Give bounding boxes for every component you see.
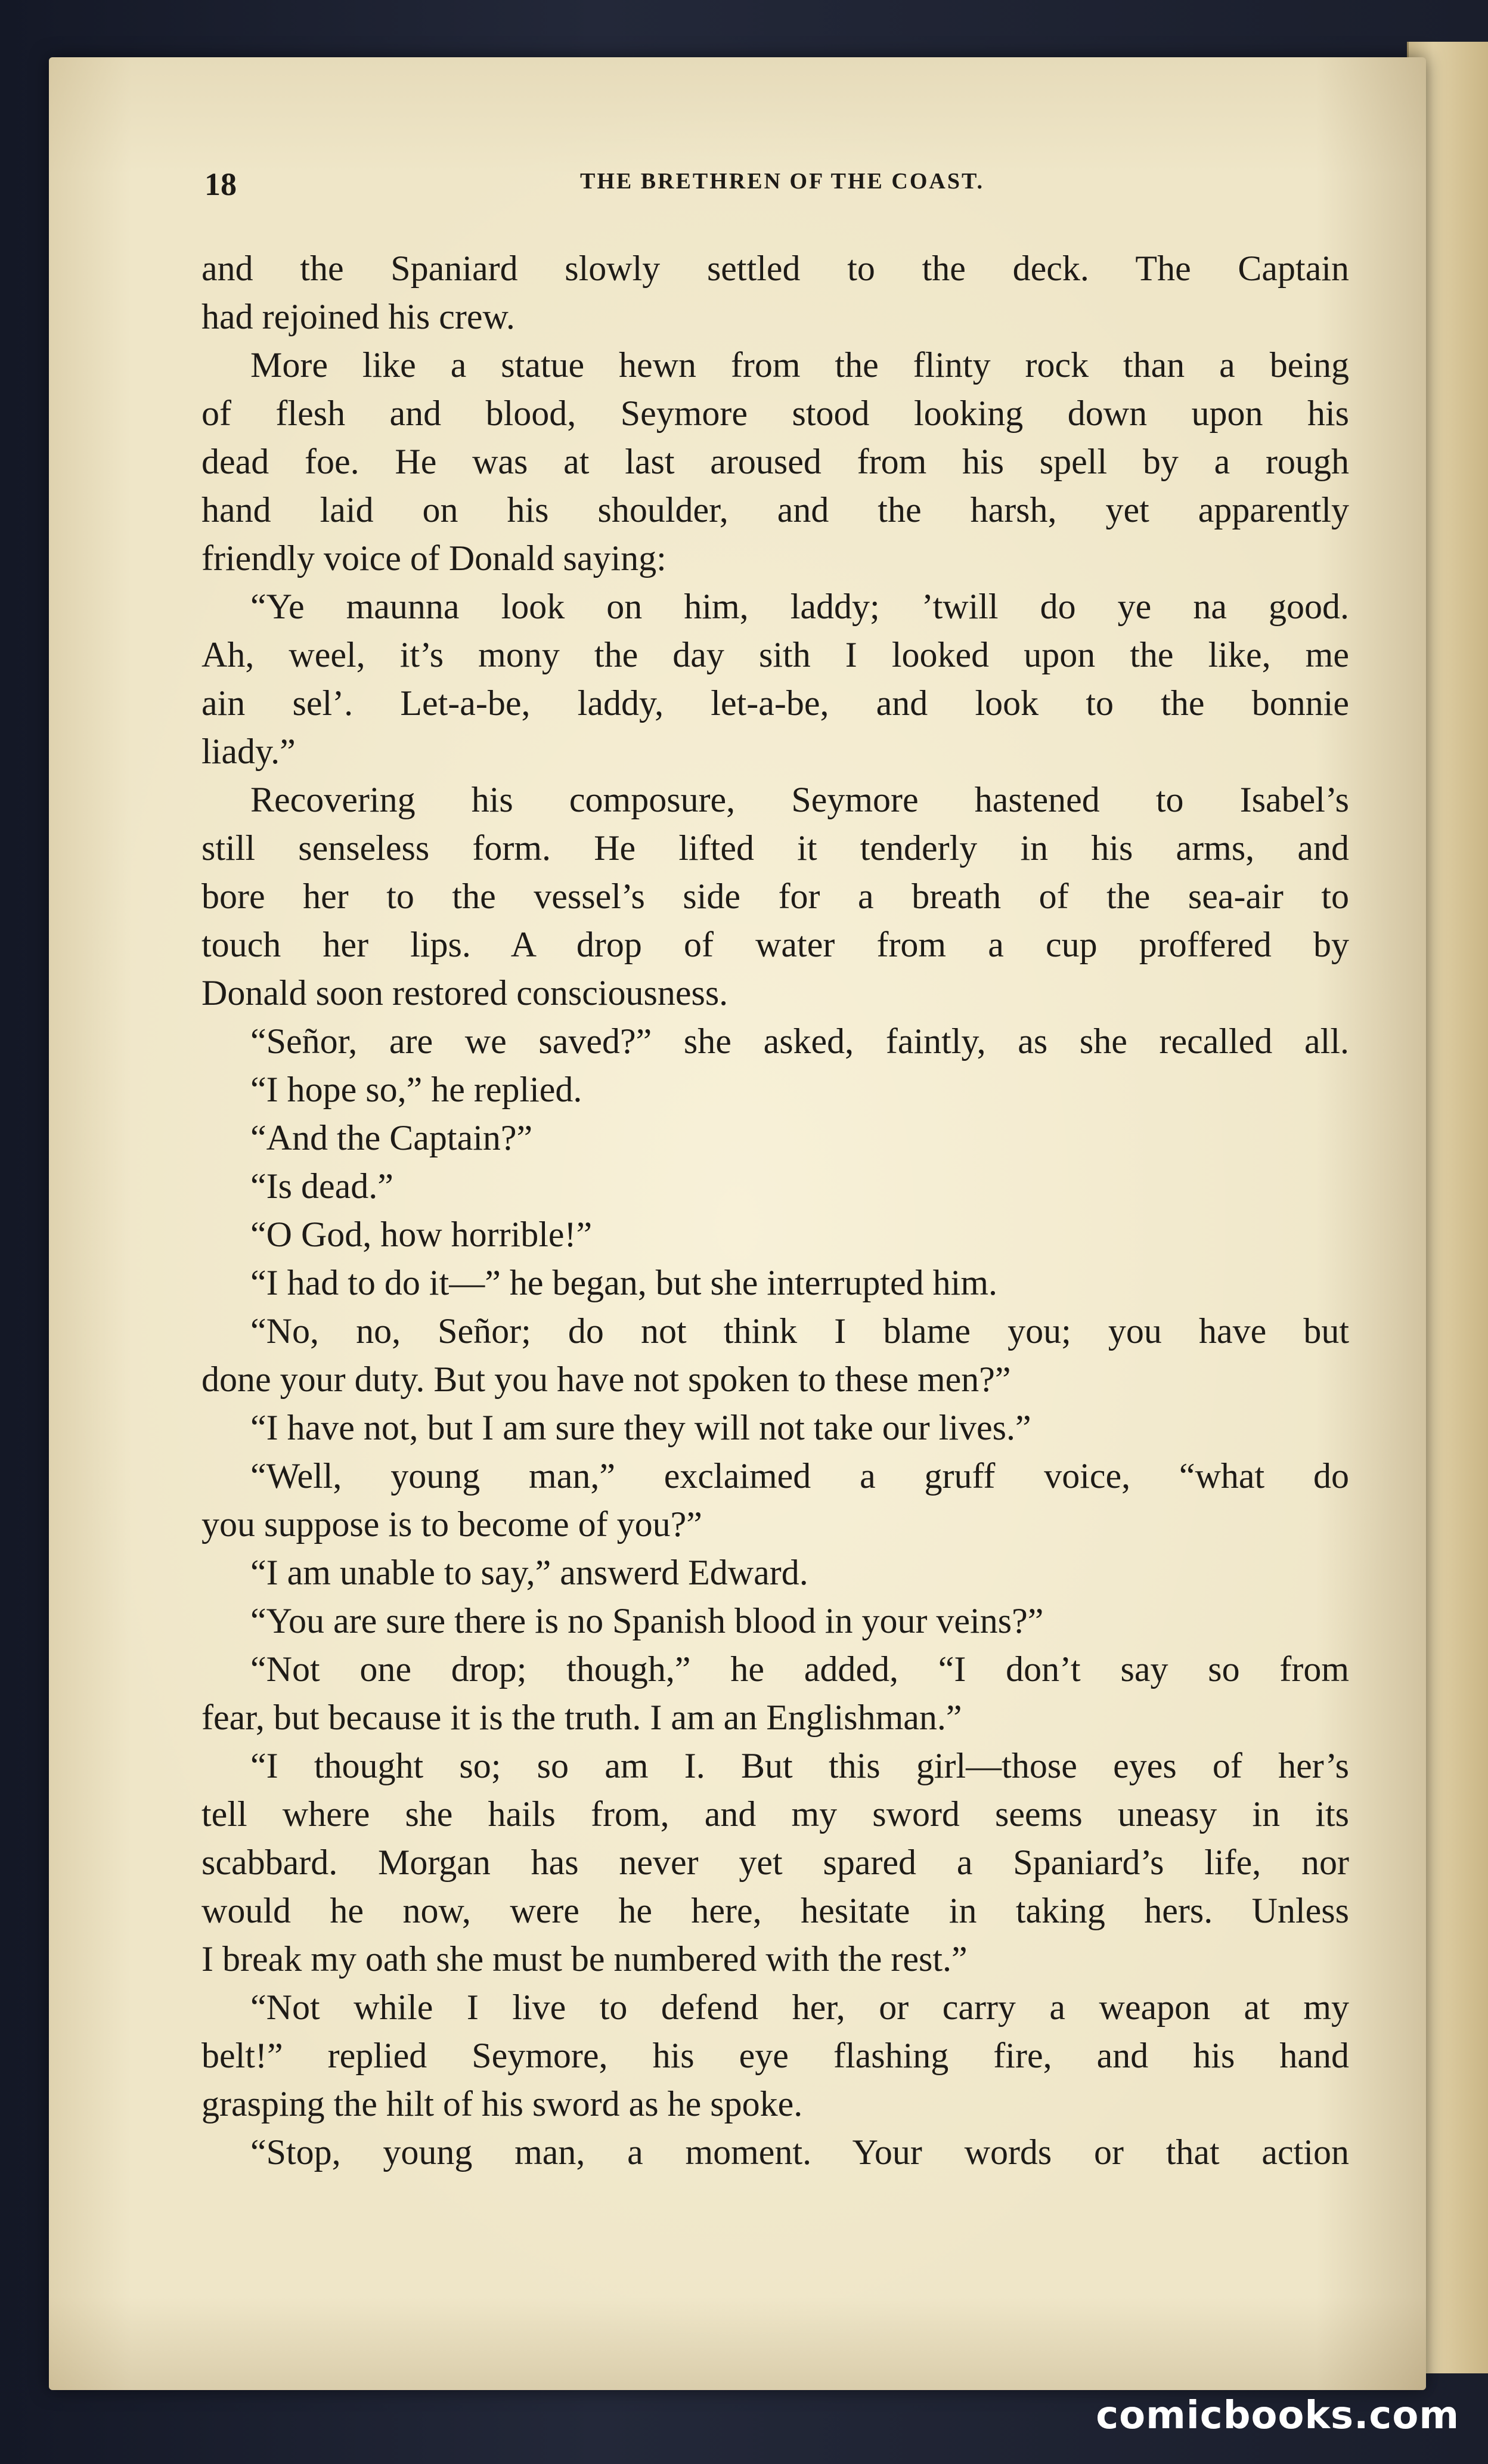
text-line: liady.” [202,732,296,771]
text-line: “Señor, are we saved?” she asked, faintly, as she recalled all. [250,1021,1349,1061]
text-line: done your duty. But you have not spoken to these men?” [202,1360,1011,1399]
text-line: “I have not, but I am sure they will not take our lives.” [250,1408,1031,1447]
text-line: “No, no, Señor; do not think I blame you; you have but [250,1311,1349,1351]
text-line: of flesh and blood, Seymore stood looking down upon his [202,394,1349,433]
text-line: “Stop, young man, a moment. Your words or that action [250,2132,1349,2172]
text-line: fear, but because it is the truth. I am an Englishman.” [202,1698,962,1737]
page-header [204,166,1360,202]
text-line: had rejoined his crew. [202,297,515,336]
text-line: scabbard. Morgan has never yet spared a Spaniard’s life, nor [202,1843,1349,1882]
text-line: Ah, weel, it’s mony the day sith I looked upon the like, me [202,635,1349,674]
page-number: 18 [204,166,237,202]
text-line: would he now, were he here, hesitate in taking hers. Unless [202,1891,1349,1930]
watermark-brand: comicbooks.com [1096,2394,1459,2438]
text-line: and the Spaniard slowly settled to the deck. The Captain [202,249,1349,288]
text-line: bore her to the vessel’s side for a breath of the sea-air to [202,877,1349,916]
text-line: “O God, how horrible!” [250,1215,593,1254]
text-line: Recovering his composure, Seymore hastened to Isabel’s [250,780,1349,819]
text-line: dead foe. He was at last aroused from his spell by a rough [202,442,1349,481]
running-title: THE BRETHREN OF THE COAST. [579,169,985,194]
text-line: “I hope so,” he replied. [250,1070,582,1109]
text-line: “Not one drop; though,” he added, “I don’t say so from [250,1649,1349,1689]
text-line: ain sel’. Let-a-be, laddy, let-a-be, and look to the bonnie [202,683,1349,723]
text-line: belt!” replied Seymore, his eye flashing fire, and his hand [202,2036,1349,2075]
text-line: hand laid on his shoulder, and the harsh, yet apparently [202,490,1349,530]
text-line: friendly voice of Donald saying: [202,538,666,578]
text-line: “You are sure there is no Spanish blood in your veins?” [250,1601,1044,1640]
body-text [202,244,1349,2177]
text-line: touch her lips. A drop of water from a cup proffered by [202,925,1349,964]
text-line: “Not while I live to defend her, or carry a weapon at my [250,1988,1349,2027]
text-line: “And the Captain?” [250,1118,533,1157]
text-line: “I thought so; so am I. But this girl—those eyes of her’s [250,1746,1349,1785]
text-line: “I had to do it—” he began, but she interrupted him. [250,1263,997,1302]
text-line: still senseless form. He lifted it tenderly in his arms, and [202,828,1349,868]
text-line: grasping the hilt of his sword as he spoke. [202,2084,803,2124]
text-line: “I am unable to say,” answerd Edward. [250,1553,808,1592]
text-line: “Ye maunna look on him, laddy; ’twill do ye na good. [250,587,1349,626]
text-line: you suppose is to become of you?” [202,1505,702,1544]
text-line: “Well, young man,” exclaimed a gruff voice, “what do [250,1456,1349,1496]
text-line: “Is dead.” [250,1166,393,1206]
text-line: More like a statue hewn from the flinty rock than a being [250,345,1349,385]
text-line: Donald soon restored consciousness. [202,973,728,1013]
text-line: tell where she hails from, and my sword seems uneasy in its [202,1794,1349,1834]
text-line: I break my oath she must be numbered with the rest.” [202,1939,968,1979]
